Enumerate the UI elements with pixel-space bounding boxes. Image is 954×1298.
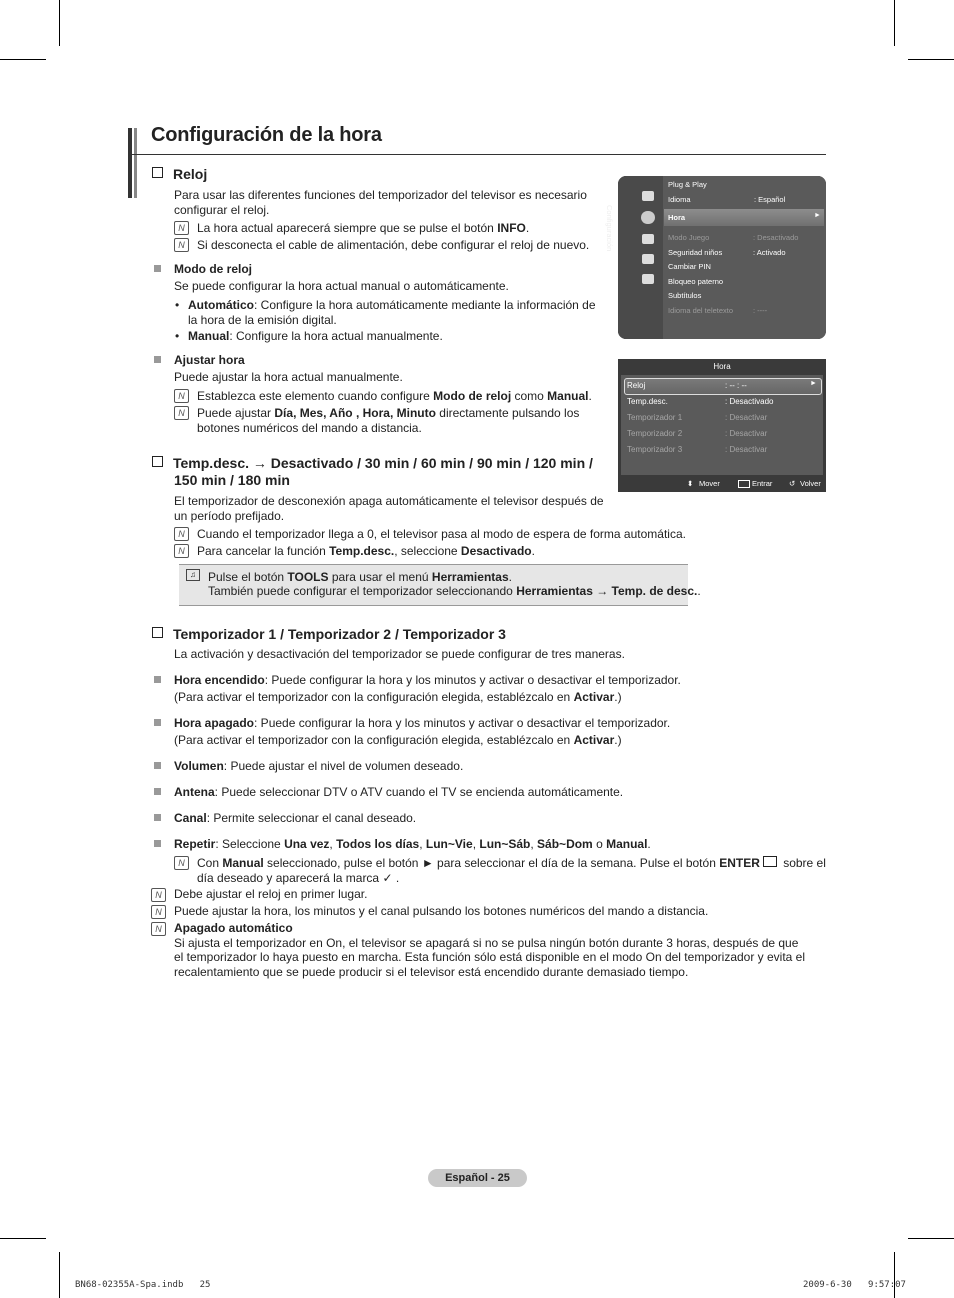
modo-reloj-text: Se puede configurar la hora actual manual o automáticamente. [174,279,509,293]
updown-icon: ⬍ [687,479,694,488]
hora-apagado-paren: (Para activar el temporizador con la configuración elegida, establézcalo en Activar.) [174,733,622,747]
menu-side-label: Configuración [605,205,614,252]
note-icon [174,238,189,252]
arrow-right-icon: ► [810,380,817,387]
hora-encendido: Hora encendido: Puede configurar la hora y los minutos y activar o desactivar el temporizador. [174,673,681,687]
tempdesc-note-zero: Cuando el temporizador llega a 0, el televisor pasa al modo de espera de forma automática. [197,527,686,541]
checkbox-bullet-icon [152,167,163,178]
menu-item-seguridad[interactable]: Seguridad niños [668,248,723,257]
channel-icon [642,234,654,244]
menu-item-temporizador-2: Temporizador 2 [627,429,683,438]
apagado-automatico-line3: recalentamiento que se puede producir si el televisor está encendido durante demasiado tiempo. [174,965,689,979]
square-bullet-icon [154,762,161,769]
timers-intro: La activación y desactivación del temporizador se puede configurar de tres maneras. [174,647,625,661]
menu-selected-row[interactable] [624,378,822,395]
note-icon [174,544,189,558]
tip-line-2: También puede configurar el temporizador seleccionando Herramientas → Temp. de desc.. [208,584,701,598]
picture-icon [642,191,654,201]
footer-volver: Volver [800,479,821,488]
note-icon [174,221,189,235]
enter-icon [738,480,750,488]
note-numeric-buttons: Puede ajustar la hora, los minutos y el canal pulsando los botones numéricos del mando a distancia. [174,904,709,918]
crop-mark [908,1238,954,1239]
menu-hora-header: Hora [713,362,731,371]
gear-icon [641,211,655,224]
menu-item-cambiar-pin[interactable]: Cambiar PIN [668,262,711,271]
menu-value-modo-juego: : Desactivado [753,233,799,242]
note-icon [151,888,166,902]
menu-value-temporizador-2: : Desactivar [725,429,768,438]
menu-item-bloqueo[interactable]: Bloqueo paterno [668,277,724,286]
note-icon [151,905,166,919]
crop-mark [59,1252,60,1298]
section-heading-temporizadores: Temporizador 1 / Temporizador 2 / Temporizador 3 [152,626,506,642]
checkbox-bullet-icon [152,627,163,638]
tempdesc-intro: El temporizador de desconexión apaga automáticamente el televisor después de un período prefijado. [174,494,604,523]
menu-selected-row[interactable] [664,209,824,226]
modo-automatico: Automático: Configure la hora automáticamente mediante la información de la hora de la emisión digital. [188,298,596,327]
title-accent-bar [128,128,132,198]
square-bullet-icon [154,840,161,847]
canal-item: Canal: Permite seleccionar el canal deseado. [174,811,417,825]
menu-item-modo-juego: Modo Juego [668,233,710,242]
tempdesc-note-cancel: Para cancelar la función Temp.desc., seleccione Desactivado. [197,544,535,558]
menu-value-idioma-teletexto: : ---- [753,306,768,315]
apagado-automatico-title: Apagado automático [174,921,293,935]
square-bullet-icon [154,356,161,363]
input-icon [642,254,654,264]
crop-mark [894,1252,895,1298]
reloj-note-power: Si desconecta el cable de alimentación, debe configurar el reloj de nuevo. [197,238,590,252]
arrow-right-icon: ► [814,212,821,219]
repetir-item: Repetir: Seleccione Una vez, Todos los días, Lun~Vie, Lun~Sáb, Sáb~Dom o Manual. [174,837,651,851]
title-divider [128,154,826,155]
menu-item-plug-play[interactable]: Plug & Play [668,180,707,189]
note-icon [174,856,189,870]
checkmark-icon: ✓ [382,871,393,885]
square-bullet-icon [154,814,161,821]
reloj-note-info: La hora actual aparecerá siempre que se pulse el botón INFO. [197,221,530,235]
note-ajustar-reloj: Debe ajustar el reloj en primer lugar. [174,887,368,901]
hora-encendido-paren: (Para activar el temporizador con la configuración elegida, establézcalo en Activar.) [174,690,622,704]
title-accent-bar [134,128,137,198]
ajustar-hora-title: Ajustar hora [174,353,245,367]
section-heading-tempdesc: Temp.desc. → Desactivado / 30 min / 60 min / 90 min / 120 min / 150 min / 180 min [152,455,602,489]
crop-mark [0,59,46,60]
dot-bullet: • [175,329,180,343]
note-icon [174,527,189,541]
reloj-intro: Para usar las diferentes funciones del temporizador del televisor es necesario configurar el reloj. [174,188,587,217]
dot-bullet: • [175,298,180,312]
checkbox-bullet-icon [152,456,163,467]
hora-apagado: Hora apagado: Puede configurar la hora y los minutos y activar o desactivar el temporizador. [174,716,671,730]
menu-value-temporizador-3: : Desactivar [725,445,768,454]
menu-item-temporizador-1: Temporizador 1 [627,413,683,422]
menu-value-temporizador-1: : Desactivar [725,413,768,422]
tools-icon: ♫ [186,569,200,581]
volumen-item: Volumen: Puede ajustar el nivel de volumen deseado. [174,759,464,773]
modo-manual: Manual: Configure la hora actual manualmente. [188,329,443,343]
apagado-automatico-line1: Si ajusta el temporizador en On, el televisor se apagará si no se pulsa ningún botón durante 3 horas, después de que [174,936,799,950]
crop-mark [0,1238,46,1239]
menu-value-idioma: : Español [754,195,786,204]
menu-value-reloj: : -- : -- [725,381,747,390]
page-title: Configuración de la hora [151,124,382,146]
menu-item-subtitulos[interactable]: Subtítulos [668,291,702,300]
modo-reloj-title: Modo de reloj [174,262,252,276]
support-icon [642,274,654,284]
ajustar-note-modo: Establezca este elemento cuando configure Modo de reloj como Manual. [197,389,592,403]
menu-item-idioma-teletexto: Idioma del teletexto [668,306,734,315]
footer-entrar: Entrar [752,479,773,488]
page-number-badge: Español - 25 [428,1169,527,1187]
repetir-note: Con Manual seleccionado, pulse el botón ► para seleccionar el día de la semana. Pulse el botón ENTER sobre el [197,856,826,870]
antena-item: Antena: Puede seleccionar DTV o ATV cuando el TV se encienda automáticamente. [174,785,624,799]
note-icon [174,406,189,420]
footer-mover: Mover [699,479,720,488]
menu-item-temporizador-3: Temporizador 3 [627,445,683,454]
menu-item-hora[interactable]: Hora [668,213,686,222]
print-info-left: BN68-02355A-Spa.indb 25 [75,1280,211,1290]
menu-value-temp-desc: : Desactivado [725,397,774,406]
tip-line-1: Pulse el botón TOOLS para usar el menú Herramientas. [208,570,512,584]
menu-item-temp-desc[interactable]: Temp.desc. [627,397,668,406]
crop-mark [894,0,895,46]
repetir-note-line2: día deseado y aparecerá la marca ✓ . [197,871,400,885]
menu-value-seguridad: : Activado [753,248,786,257]
menu-sidebar [618,176,663,339]
return-icon: ↺ [789,479,796,488]
crop-mark [908,59,954,60]
apagado-automatico-line2: el temporizador lo haya puesto en marcha. Esta función sólo está disponible en el modo On del temporizador y evita el [174,950,806,964]
print-info-right: 2009-6-30 9:57:07 [803,1280,906,1290]
square-bullet-icon [154,265,161,272]
square-bullet-icon [154,676,161,683]
crop-mark [59,0,60,46]
note-icon [151,922,166,936]
square-bullet-icon [154,719,161,726]
menu-item-reloj[interactable]: Reloj [627,381,646,390]
menu-item-idioma[interactable]: Idioma [668,195,691,204]
enter-icon [763,856,777,867]
square-bullet-icon [154,788,161,795]
ajustar-note-numeric: Puede ajustar Día, Mes, Año , Hora, Minuto directamente pulsando los botones numéricos del mando a distancia. [197,406,580,435]
ajustar-hora-text: Puede ajustar la hora actual manualmente. [174,370,403,384]
section-heading-reloj: Reloj [152,166,207,182]
note-icon [174,389,189,403]
